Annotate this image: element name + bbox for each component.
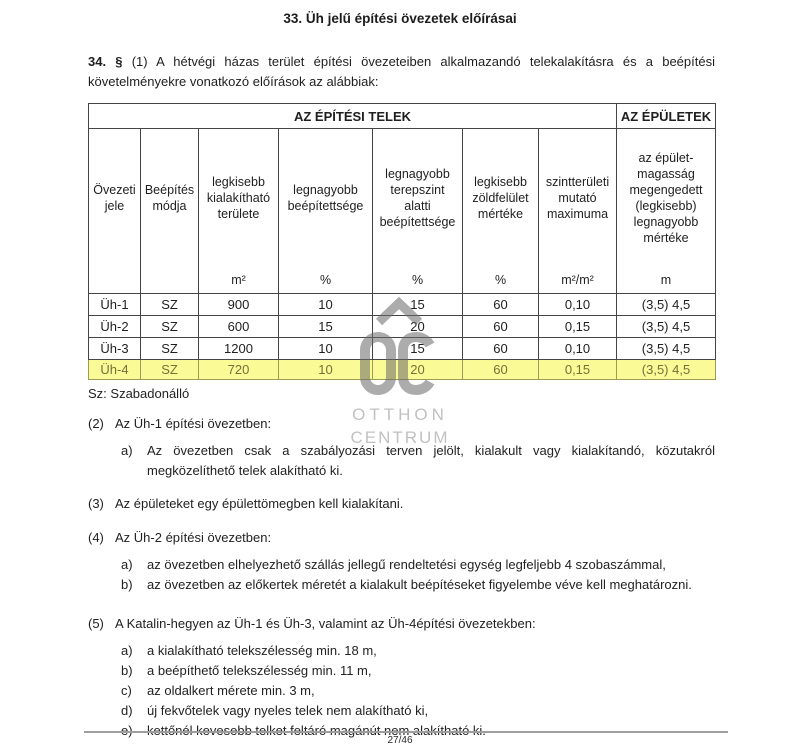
intro-text: (1) A hétvégi házas terület építési övezeteiben alkalmazandó telekalakításra és a beépítési követelményekre vonatkozó előírások az alábbiak: — [88, 54, 715, 89]
cell-height: (3,5) 4,5 — [617, 360, 716, 380]
section-number: (4) — [88, 530, 104, 545]
list-item — [121, 681, 715, 701]
group-header-building-plot: AZ ÉPÍTÉSI TELEK — [89, 104, 617, 129]
section-4-subitems — [121, 555, 715, 595]
list-item-text: kettőnél kevesebb telket feltáró magánút nem alakítható ki. — [147, 723, 486, 738]
column-header-unit: m² — [231, 273, 246, 287]
list-item — [121, 555, 715, 575]
column-header-label: legkisebb zöldfelület mértéke — [472, 175, 529, 221]
list-item-marker: b) — [121, 663, 133, 678]
list-item-marker: c) — [121, 683, 132, 698]
list-item — [121, 641, 715, 661]
cell-coverage: 15 — [279, 316, 373, 338]
watermark-line1: OTTHON — [352, 405, 448, 424]
cell-area: 600 — [199, 316, 279, 338]
cell-green: 60 — [463, 360, 539, 380]
column-header-zone-sign — [89, 129, 141, 294]
table-column-header-row — [89, 129, 716, 294]
column-header-min-green-area — [463, 129, 539, 294]
cell-zone: Üh-3 — [89, 338, 141, 360]
group-header-buildings: AZ ÉPÜLETEK — [617, 104, 716, 129]
cell-coverage: 10 — [279, 360, 373, 380]
column-header-max-underground-coverage — [373, 129, 463, 294]
cell-height: (3,5) 4,5 — [617, 316, 716, 338]
cell-underground: 15 — [373, 338, 463, 360]
cell-area: 720 — [199, 360, 279, 380]
list-item-text: a beépíthető telekszélesség min. 11 m, — [147, 663, 372, 678]
column-header-unit: % — [494, 273, 507, 287]
column-header-label: szintterületi mutató maximuma — [545, 175, 610, 221]
column-header-label: legnagyobb terepszint alatti beépítettsége — [379, 167, 456, 229]
column-header-label: legkisebb kialakítható területe — [206, 175, 271, 221]
column-header-label: az épület-magasság megengedett (legkisebb) legnagyobb mértéke — [629, 151, 703, 245]
cell-coverage: 10 — [279, 338, 373, 360]
section-34-marker: 34. § — [88, 54, 123, 69]
column-header-label: Beépítés módja — [144, 183, 195, 213]
list-item-marker: a) — [121, 443, 133, 458]
list-item-text: új fekvőtelek vagy nyeles telek nem alakítható ki, — [147, 703, 429, 718]
document-title: 33. Üh jelű építési övezetek előírásai — [283, 11, 517, 26]
regulation-sections — [88, 415, 715, 741]
column-header-unit: % — [411, 273, 424, 287]
section-number: (5) — [88, 616, 104, 631]
list-item — [121, 441, 715, 481]
list-item-marker: d) — [121, 703, 133, 718]
column-header-label: Övezeti jele — [93, 183, 136, 213]
section-text: Az épületeket egy épülettömegben kell kialakítani. — [115, 496, 404, 511]
cell-mode: SZ — [141, 360, 199, 380]
table-row-uh4-highlighted — [89, 360, 716, 380]
cell-green: 60 — [463, 338, 539, 360]
column-header-min-plot-area — [199, 129, 279, 294]
cell-area: 900 — [199, 294, 279, 316]
cell-ratio: 0,15 — [539, 316, 617, 338]
page-number: 27/46 — [387, 735, 413, 746]
cell-zone: Üh-1 — [89, 294, 141, 316]
cell-mode: SZ — [141, 316, 199, 338]
table-row-uh3 — [89, 338, 716, 360]
list-item-marker: a) — [121, 557, 133, 572]
cell-area: 1200 — [199, 338, 279, 360]
column-header-label: legnagyobb beépítettsége — [287, 183, 364, 213]
cell-height: (3,5) 4,5 — [617, 338, 716, 360]
table-row-uh2 — [89, 316, 716, 338]
list-item-text: a kialakítható telekszélesség min. 18 m, — [147, 643, 377, 658]
cell-ratio: 0,15 — [539, 360, 617, 380]
list-item-text: az övezetben az előkertek méretét a kialakult beépítéseket figyelembe véve kell meghatározni. — [147, 577, 692, 592]
footer-divider — [84, 731, 728, 733]
cell-ratio: 0,10 — [539, 294, 617, 316]
list-item-text: az oldalkert mérete min. 3 m, — [147, 683, 315, 698]
list-item-text: Az övezetben csak a szabályozási terven jelölt, kialakult vagy kialakítandó, közutakról megközelíthető telek alakítható ki. — [147, 443, 715, 478]
section-4-heading — [88, 529, 715, 547]
section-number: (3) — [88, 496, 104, 511]
cell-zone: Üh-2 — [89, 316, 141, 338]
column-header-building-height — [617, 129, 716, 294]
table-row-uh1 — [89, 294, 716, 316]
intro-paragraph — [88, 52, 715, 92]
section-5-subitems — [121, 641, 715, 741]
zoning-table — [88, 103, 716, 380]
section-text: Az Üh-1 építési övezetben: — [115, 416, 272, 431]
cell-underground: 20 — [373, 316, 463, 338]
column-header-building-mode — [141, 129, 199, 294]
cell-height: (3,5) 4,5 — [617, 294, 716, 316]
cell-mode: SZ — [141, 338, 199, 360]
list-item-marker: b) — [121, 577, 133, 592]
cell-coverage: 10 — [279, 294, 373, 316]
cell-underground: 20 — [373, 360, 463, 380]
column-header-max-coverage — [279, 129, 373, 294]
list-item — [121, 661, 715, 681]
section-5-heading — [88, 615, 715, 633]
cell-ratio: 0,10 — [539, 338, 617, 360]
column-header-max-floor-area-ratio — [539, 129, 617, 294]
column-header-unit: % — [319, 273, 332, 287]
watermark-line2: CENTRUM — [350, 428, 450, 447]
list-item — [121, 575, 715, 595]
cell-green: 60 — [463, 294, 539, 316]
cell-zone: Üh-4 — [89, 360, 141, 380]
table-group-header-row — [89, 104, 716, 129]
section-text: Az Üh-2 építési övezetben: — [115, 530, 272, 545]
section-2-heading — [88, 415, 715, 433]
section-2-subitems — [121, 441, 715, 481]
list-item-marker: a) — [121, 643, 133, 658]
list-item-text: az övezetben elhelyezhető szállás jellegű rendeltetési egység legfeljebb 4 szobaszámmal, — [147, 557, 666, 572]
cell-green: 60 — [463, 316, 539, 338]
column-header-unit: m — [660, 273, 672, 287]
cell-underground: 15 — [373, 294, 463, 316]
column-header-unit: m²/m² — [561, 273, 594, 287]
list-item — [121, 701, 715, 721]
cell-mode: SZ — [141, 294, 199, 316]
section-text: A Katalin-hegyen az Üh-1 és Üh-3, valamint az Üh-4építési övezetekben: — [115, 616, 536, 631]
section-number: (2) — [88, 416, 104, 431]
table-footnote: Sz: Szabadonálló — [88, 386, 190, 401]
section-3-heading — [88, 495, 715, 513]
list-item-marker: e) — [121, 723, 133, 738]
